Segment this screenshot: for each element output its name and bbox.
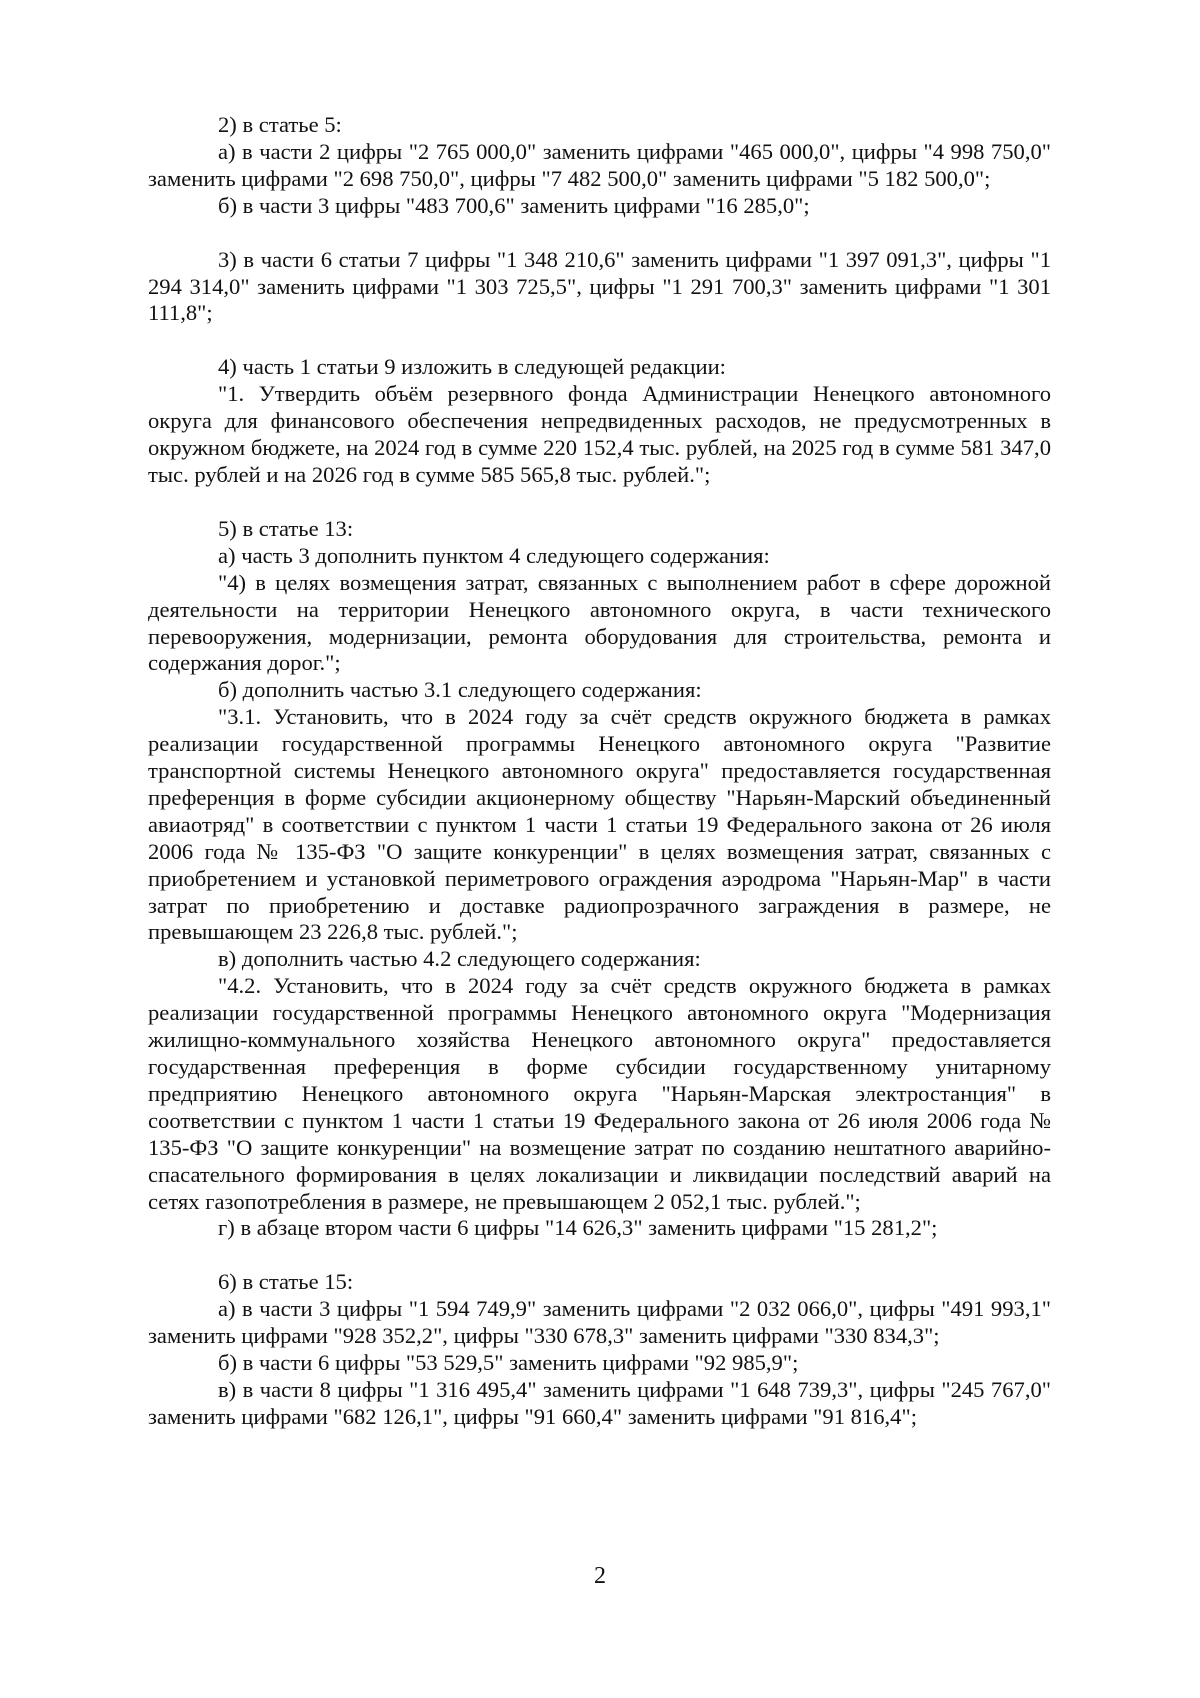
paragraph: б) в части 3 цифры "483 700,6" заменить цифрами "16 285,0"; xyxy=(218,192,810,218)
paragraph: б) в части 6 цифры "53 529,5" заменить цифрами "92 985,9"; xyxy=(218,1350,799,1376)
paragraph-gap xyxy=(148,220,1051,247)
paragraph: а) в части 2 цифры "2 765 000,0" заменить цифрами "465 000,0", цифры "4 998 750,0" заменить цифрами "2 698 750,0", цифры "7 482 500,0" заменить цифрами "5 182 500,0"; xyxy=(148,138,1051,191)
paragraph: б) дополнить частью 3.1 следующего содержания: xyxy=(218,677,702,703)
paragraph: а) в части 3 цифры "1 594 749,9" заменить цифрами "2 032 066,0", цифры "491 993,1" заменить цифрами "928 352,2", цифры "330 678,3" заменить цифрами "330 834,3"; xyxy=(148,1296,1051,1349)
paragraph: 4) часть 1 статьи 9 изложить в следующей редакции: xyxy=(218,354,726,380)
paragraph: в) в части 8 цифры "1 316 495,4" заменить цифрами "1 648 739,3", цифры "245 767,0" заменить цифрами "682 126,1", цифры "91 660,4" заменить цифрами "91 816,4"; xyxy=(148,1376,1051,1429)
paragraph-gap xyxy=(148,1242,1051,1269)
paragraph: а) часть 3 дополнить пунктом 4 следующего содержания: xyxy=(218,542,770,568)
document-body xyxy=(148,112,1051,1431)
paragraph: "1. Утвердить объём резервного фонда Администрации Ненецкого автономного округа для финансового обеспечения непредвиденных расходов, не предусмотренных в окружном бюджете, на 2024 год в сумме 220 152,4 тыс. рублей, на 2025 год в сумме 581 347,0 тыс. рублей и на 2026 год в сумме 585 565,8 тыс. рублей."; xyxy=(148,381,1051,487)
paragraph-gap xyxy=(148,327,1051,354)
paragraph: 2) в статье 5: xyxy=(218,112,342,137)
paragraph: 5) в статье 13: xyxy=(218,515,354,541)
paragraph: 6) в статье 15: xyxy=(218,1269,354,1295)
paragraph: "3.1. Установить, что в 2024 году за счёт средств окружного бюджета в рамках реализации государственной программы Ненецкого автономного округа "Развитие транспортной системы Ненецкого автономного округа" предоставляется государственная преференция в форме субсидии акционерному обществу "Нарьян-Марский объединенный авиаотряд" в соответствии с пунктом 1 части 1 статьи 19 Федерального закона от 26 июля 2006 года № 135-ФЗ "О защите конкуренции" в целях возмещения затрат, связанных с приобретением и установкой периметрового ограждения аэродрома "Нарьян-Мар" в части затрат по приобретению и доставке радиопрозрачного заграждения в размере, не превышающем 23 226,8 тыс. рублей."; xyxy=(148,704,1051,945)
paragraph: 3) в части 6 статьи 7 цифры "1 348 210,6" заменить цифрами "1 397 091,3", цифры "1 294 314,0" заменить цифрами "1 303 725,5", цифры "1 291 700,3" заменить цифрами "1 301 111,8"; xyxy=(148,246,1051,326)
paragraph: в) дополнить частью 4.2 следующего содержания: xyxy=(218,946,701,972)
paragraph: "4.2. Установить, что в 2024 году за счёт средств окружного бюджета в рамках реализации государственной программы Ненецкого автономного округа "Модернизация жилищно-коммунального хозяйства Ненецкого автономного округа" предоставляется государственная преференция в форме субсидии государственному унитарному предприятию Ненецкого автономного округа "Нарьян-Марская электростанция" в соответствии с пунктом 1 части 1 статьи 19 Федерального закона от 26 июля 2006 года № 135-ФЗ "О защите конкуренции" на возмещение затрат по созданию нештатного аварийно-спасательного формирования в целях локализации и ликвидации последствий аварий на сетях газопотребления в размере, не превышающем 2 052,1 тыс. рублей."; xyxy=(148,973,1051,1214)
paragraph: г) в абзаце втором части 6 цифры "14 626,3" заменить цифрами "15 281,2"; xyxy=(218,1215,938,1241)
page-number: 2 xyxy=(594,1563,606,1589)
paragraph-gap xyxy=(148,489,1051,516)
paragraph: "4) в целях возмещения затрат, связанных с выполнением работ в сфере дорожной деятельности на территории Ненецкого автономного округа, в части технического перевооружения, модернизации, ремонта оборудования для строительства, ремонта и содержания дорог."; xyxy=(148,569,1051,676)
